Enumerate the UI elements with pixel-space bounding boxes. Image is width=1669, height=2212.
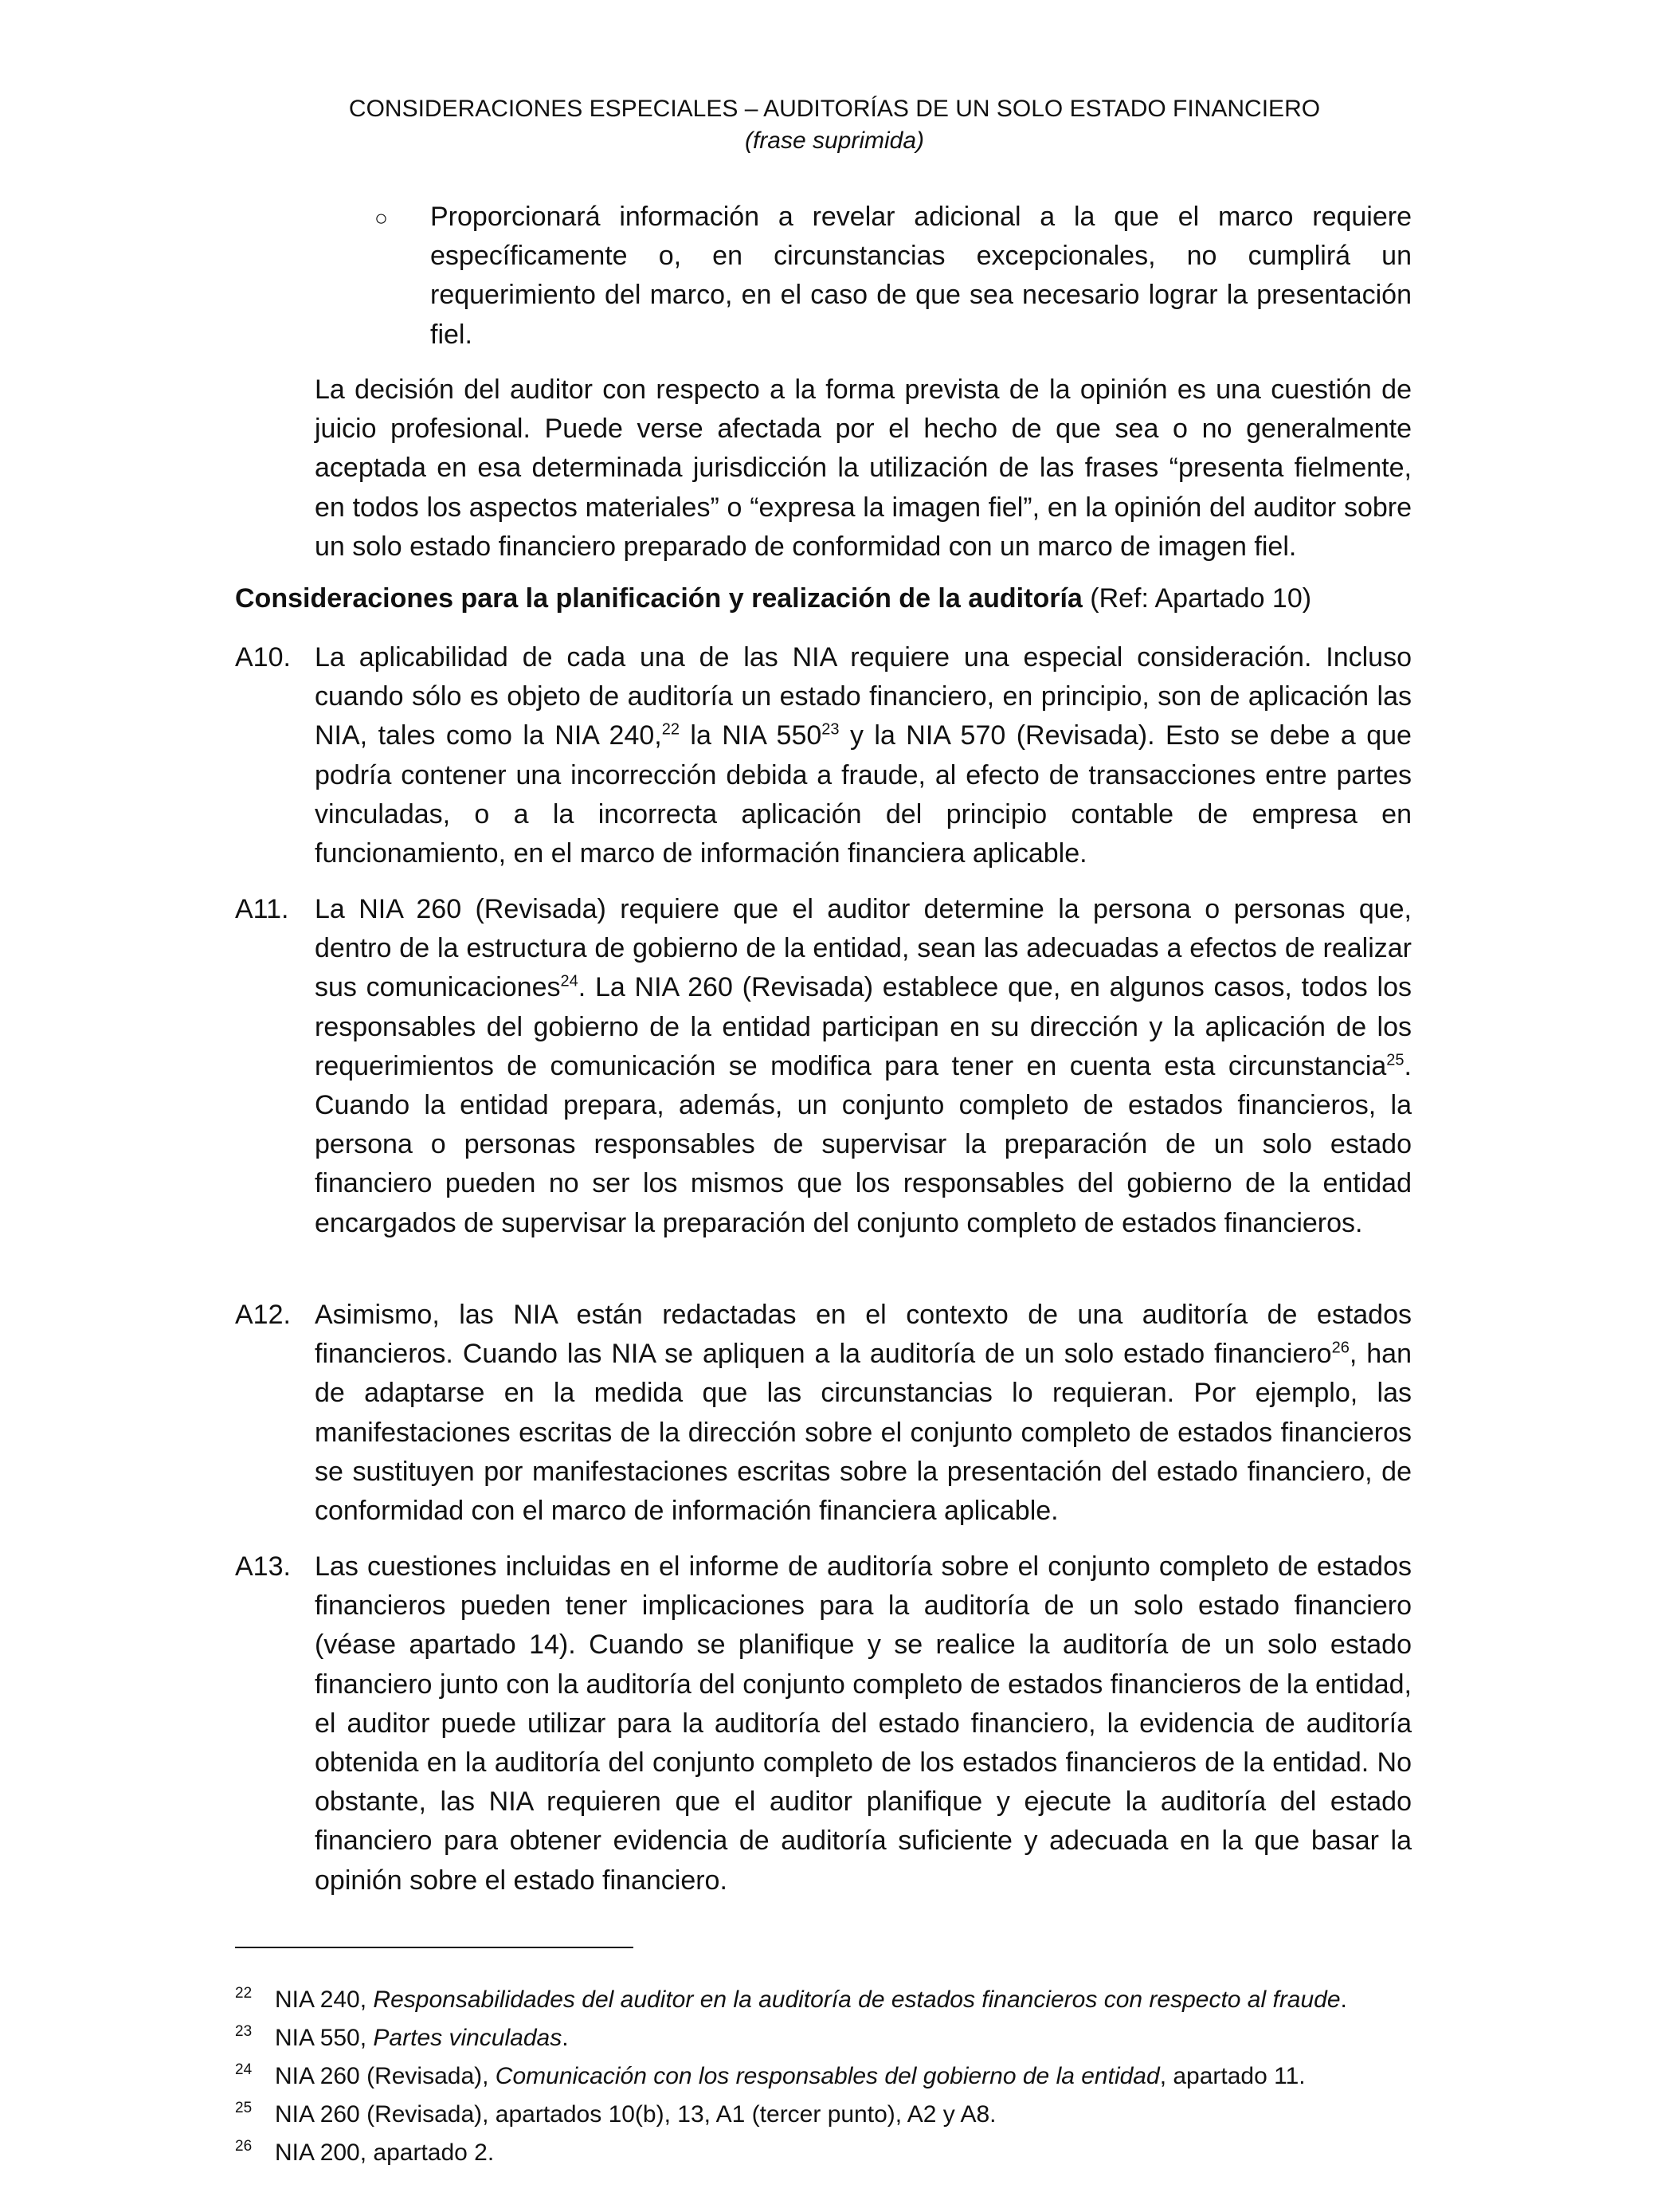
running-header-title: CONSIDERACIONES ESPECIALES – AUDITORÍAS DE UN SOLO ESTADO FINANCIERO (348, 96, 1321, 122)
footnote-ref-23: 23 (821, 721, 840, 739)
paragraph-number-a13: A13. (235, 1551, 291, 1582)
a10-text-1: La aplicabilidad de cada una de las NIA requiere una especial consideración. Incluso cuando sólo es objeto de auditoría un estado financiero, en principio, son de aplicación las NIA, tales como la NIA 240, (315, 642, 1412, 751)
footnote-25 (235, 2100, 997, 2129)
hollow-bullet-icon: ○ (374, 206, 388, 230)
footnote-separator (235, 1947, 633, 1948)
footnote-text: NIA 260 (Revisada), (275, 2063, 496, 2089)
paragraph-number-a10: A10. (235, 642, 291, 673)
footnote-ref-22: 22 (661, 721, 680, 739)
section-heading-title: Consideraciones para la planificación y realización de la auditoría (235, 583, 1083, 614)
running-header-subtitle: (frase suprimida) (744, 127, 925, 154)
footnote-mark: 25 (235, 2100, 253, 2116)
footnote-text: NIA 240, (275, 1986, 374, 2013)
footnote-22 (235, 1986, 1347, 2014)
a12-text-2: , han de adaptarse en la medida que las circunstancias lo requieran. Por ejemplo, las manifestaciones escritas de la dirección sobre el conjunto completo de estados financieros se sustituyen por manifestaciones escritas sobre la presentación del estado financiero, de conformidad con el marco de información financiera aplicable. (315, 1339, 1412, 1527)
section-heading-ref: (Ref: Apartado 10) (1082, 583, 1312, 614)
a11-text-1: La NIA 260 (Revisada) requiere que el auditor determine la persona o personas que, dentro de la estructura de gobierno de la entidad, sean las adecuadas a efectos de realizar sus comunicaciones (315, 894, 1412, 1003)
footnote-text: NIA 260 (Revisada), apartados 10(b), 13, A1 (tercer punto), A2 y A8. (275, 2101, 997, 2128)
paragraph-a13: Las cuestiones incluidas en el informe de auditoría sobre el conjunto completo de estados financieros pueden tener implicaciones para la auditoría de un solo estado financiero (véase apartado 14). Cuando se planifique y se realice la auditoría de un solo estado financiero junto con la auditoría del conjunto completo de estados financieros de la entidad, el auditor puede utilizar para la auditoría del estado financiero, la evidencia de auditoría obtenida en la auditoría del conjunto completo de los estados financieros de la entidad. No obstante, las NIA requieren que el auditor planifique y ejecute la auditoría del estado financiero para obtener evidencia de auditoría suficiente y adecuada en la que basar la opinión sobre el estado financiero. (315, 1551, 1412, 1896)
footnote-italic: Partes vinculadas (373, 2025, 562, 2051)
a11-text-2: . La NIA 260 (Revisada) establece que, en algunos casos, todos los responsables del gobierno de la entidad participan en su dirección y la aplicación de los requerimientos de comunicación se modifica para tener en cuenta esta circunstancia (315, 972, 1412, 1081)
footnote-text: NIA 200, apartado 2. (275, 2139, 495, 2166)
bullet-paragraph: Proporcionará información a revelar adicional a la que el marco requiere específicamente o, en circunstancias excepcionales, no cumplirá un requerimiento del marco, en el caso de que sea necesario lograr la presentación fiel. (430, 202, 1412, 350)
a10-text-2: la NIA 550 (679, 720, 822, 751)
a12-text-1: Asimismo, las NIA están redactadas en el contexto de una auditoría de estados financieros. Cuando las NIA se apliquen a la auditoría de un solo estado financiero (315, 1300, 1412, 1370)
paragraph-a10 (315, 638, 1412, 873)
footnote-26 (235, 2139, 494, 2167)
footnote-mark: 23 (235, 2023, 253, 2040)
footnote-text-end: . (1340, 1986, 1347, 2013)
footnote-text-end: , apartado 11. (1159, 2063, 1306, 2089)
decision-paragraph: La decisión del auditor con respecto a la forma prevista de la opinión es una cuestión de juicio profesional. Puede verse afectada por el hecho de que sea o no generalmente aceptada en esa determinada jurisdicción la utilización de las frases “presenta fielmente, en todos los aspectos materiales” o “expresa la imagen fiel”, en la opinión del auditor sobre un solo estado financiero preparado de conformidad con un marco de imagen fiel. (315, 375, 1412, 562)
footnote-23 (235, 2024, 569, 2053)
paragraph-number-a11: A11. (235, 894, 289, 924)
footnote-ref-26: 26 (1331, 1339, 1350, 1357)
footnote-ref-24: 24 (560, 973, 578, 991)
paragraph-a12 (315, 1296, 1412, 1531)
footnote-ref-25: 25 (1386, 1051, 1405, 1069)
section-heading (235, 579, 1311, 618)
footnote-text-end: . (562, 2025, 569, 2051)
paragraph-a11 (315, 890, 1412, 1243)
footnote-24 (235, 2062, 1306, 2091)
paragraph-number-a12: A12. (235, 1300, 291, 1330)
a10-text-3: y la NIA 570 (Revisada). Esto se debe a que podría contener una incorrección debida a fraude, al efecto de transacciones entre partes vinculadas, o a la incorrecta aplicación del principio contable de empresa en funcionamiento, en el marco de información financiera aplicable. (315, 720, 1412, 869)
footnote-mark: 22 (235, 1985, 253, 2002)
footnote-mark: 24 (235, 2061, 253, 2078)
footnote-text: NIA 550, (275, 2025, 374, 2051)
footnote-italic: Comunicación con los responsables del gobierno de la entidad (495, 2063, 1160, 2089)
a11-text-3: . Cuando la entidad prepara, además, un conjunto completo de estados financieros, la persona o personas responsables de supervisar la preparación de un solo estado financiero pueden no ser los mismos que los responsables del gobierno de la entidad encargados de supervisar la preparación del conjunto completo de estados financieros. (315, 1050, 1412, 1238)
footnote-mark: 26 (235, 2138, 253, 2155)
footnote-italic: Responsabilidades del auditor en la auditoría de estados financieros con respecto al fraude (373, 1986, 1341, 2013)
